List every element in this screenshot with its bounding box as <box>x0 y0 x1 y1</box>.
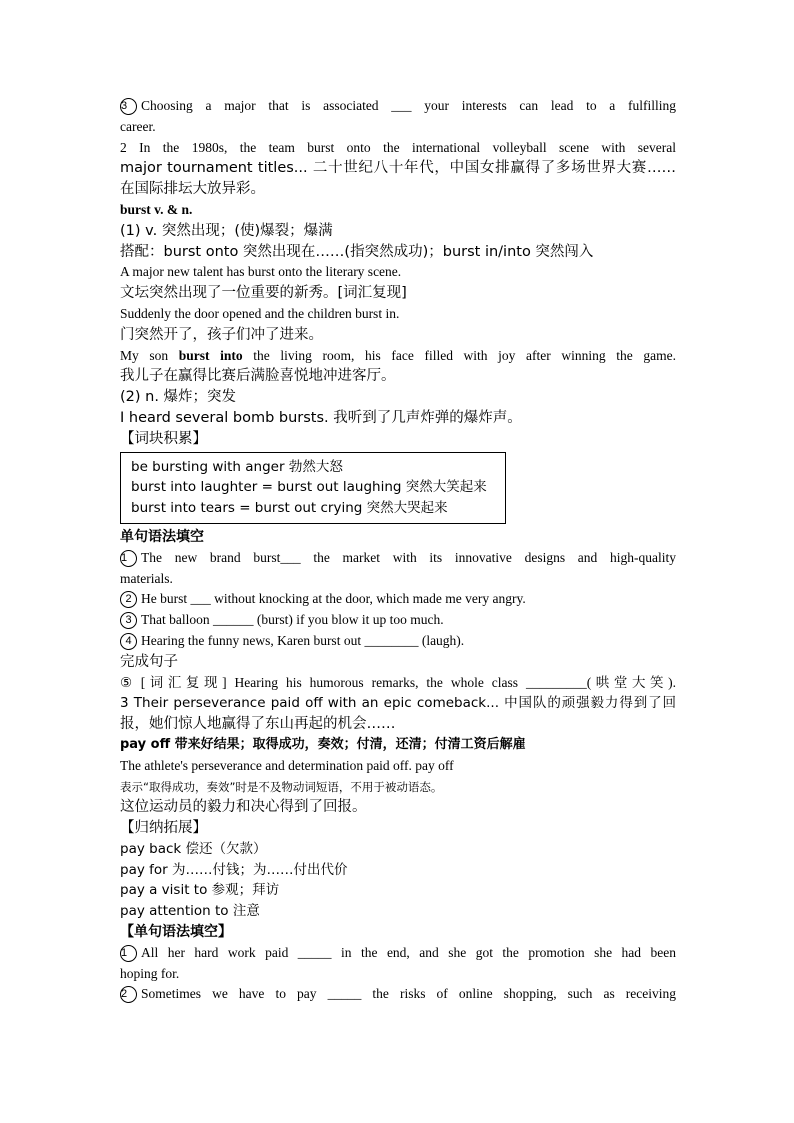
exercise-item: 1 The new brand burst___ the market with its innovative designs and high-quality <box>121 549 676 565</box>
exercise-item: ⑤ [词汇复现] Hearing his humorous remarks, the whole class _________(哄堂大笑). <box>120 674 676 691</box>
section-label: 【归纳拓展】 <box>120 820 207 837</box>
phrase-row: be bursting with anger 勃然大怒 <box>131 458 343 475</box>
collocation-line: 搭配：burst onto 突然出现在……(指突然成功)；burst in/into 突然闯入 <box>120 243 594 260</box>
example-translation: 这位运动员的毅力和决心得到了回报。 <box>120 799 367 816</box>
exercise-item: 2 He burst ___ without knocking at the door, which made me very angry. <box>120 589 676 610</box>
section-label: 完成句子 <box>120 653 178 670</box>
sentence-line: major tournament titles... 二十世纪八十年代，中国女排赢得了多场世界大赛…… <box>120 160 676 177</box>
phrase-row: burst into tears = burst out crying 突然大哭起来 <box>131 500 448 517</box>
phrase-heading: pay off 带来好结果；取得成功，奏效；付清，还清；付清工资后解雇 <box>120 736 526 752</box>
sentence-line: 报，她们惊人地赢得了东山再起的机会…… <box>120 716 396 733</box>
definition-line: (1) v. 突然出现；(使)爆裂；爆满 <box>120 222 333 239</box>
extension-item: pay a visit to 参观；拜访 <box>120 882 280 899</box>
bold-phrase: burst into <box>178 347 243 363</box>
example-sentence: The athlete's perseverance and determination paid off. pay off <box>120 757 454 773</box>
example-sentence: My son burst into the living room, his face filled with joy after winning the game. <box>120 347 676 363</box>
exercise-item: hoping for. <box>120 965 180 981</box>
exercise-item: 4 Hearing the funny news, Karen burst out ________ (laugh). <box>120 631 676 652</box>
example-translation: 文坛突然出现了一位重要的新秀。[词汇复现] <box>120 285 407 302</box>
sentence-line: 2 In the 1980s, the team burst onto the international volleyball scene with several <box>120 139 676 155</box>
sentence-line: 在国际排坛大放异彩。 <box>120 181 265 198</box>
sentence-line: 3 Their perseverance paid off with an epic comeback... 中国队的顽强毅力得到了回 <box>120 695 676 712</box>
circled-number: ⑤ <box>120 674 137 691</box>
circled-number: 4 <box>120 633 137 650</box>
example-sentence: Suddenly the door opened and the children burst in. <box>120 305 400 321</box>
sentence-line: 3 Choosing a major that is associated ___ your interests can lead to a fulfilling <box>121 98 676 113</box>
extension-item: pay back 偿还（欠款） <box>120 840 267 857</box>
circled-number: 3 <box>120 612 137 629</box>
exercise-item: 3 That balloon ______ (burst) if you blow it up too much. <box>120 610 676 631</box>
example-sentence: I heard several bomb bursts. 我听到了几声炸弹的爆炸声。 <box>120 409 522 426</box>
example-translation: 我儿子在赢得比赛后满脸喜悦地冲进客厅。 <box>120 368 396 385</box>
example-sentence: A major new talent has burst onto the literary scene. <box>120 264 402 280</box>
usage-note: 表示“取得成功，奏效”时是不及物动词短语，不用于被动语态。 <box>120 779 443 794</box>
circled-number: 2 <box>120 986 137 1003</box>
example-translation: 门突然开了，孩子们冲了进来。 <box>120 326 323 343</box>
exercise-item: 1 All her hard work paid _____ in the end, and she got the promotion she had been <box>121 944 676 960</box>
exercise-title: 单句语法填空 <box>120 528 204 545</box>
exercise-item: 2 Sometimes we have to pay _____ the risks of online shopping, such as receiving <box>121 986 676 1002</box>
circled-number: 3 <box>120 98 137 115</box>
extension-item: pay attention to 注意 <box>120 903 260 920</box>
section-label: 【词块积累】 <box>120 430 207 447</box>
circled-number: 1 <box>120 550 137 567</box>
extension-item: pay for 为……付钱；为……付出代价 <box>120 861 348 878</box>
sentence-line: career. <box>120 118 156 134</box>
definition-line: (2) n. 爆炸；突发 <box>120 389 237 406</box>
circled-number: 1 <box>120 945 137 962</box>
exercise-item: materials. <box>120 570 173 586</box>
document-page <box>120 96 676 1005</box>
exercise-title: 【单句语法填空】 <box>120 924 232 941</box>
phrase-row: burst into laughter = burst out laughing 突然大笑起来 <box>131 479 487 496</box>
circled-number: 2 <box>120 591 137 608</box>
phrase-box <box>120 452 506 524</box>
word-heading: burst v. & n. <box>120 201 193 217</box>
